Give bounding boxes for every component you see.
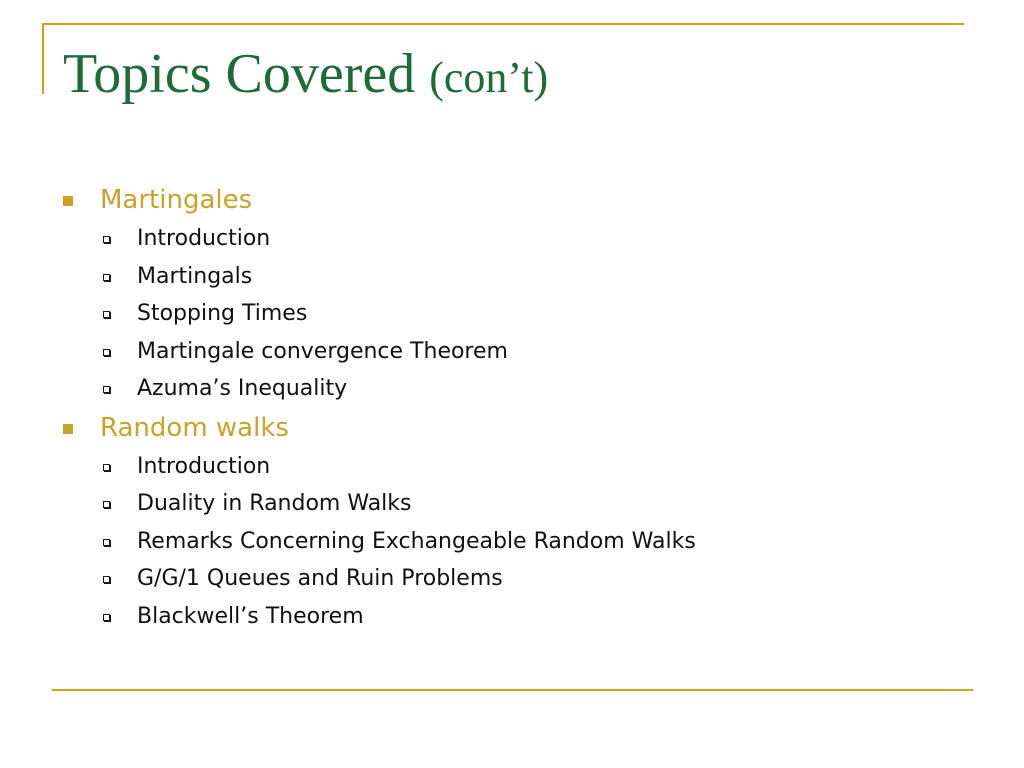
square-bullet-icon — [63, 424, 73, 434]
list-item-label: Introduction — [137, 453, 271, 479]
sub-list — [0, 449, 1024, 637]
list-item-label: Martingals — [137, 263, 253, 289]
slide-title-main: Topics Covered — [63, 43, 416, 105]
list-item — [0, 296, 1024, 334]
list-item — [0, 221, 1024, 259]
list-item-label: Introduction — [137, 226, 271, 251]
hollow-square-bullet-icon — [103, 539, 110, 546]
hollow-square-bullet-icon — [103, 349, 110, 356]
slide-title — [63, 42, 548, 110]
list-item-label: Azuma’s Inequality — [137, 376, 348, 401]
list-item — [0, 524, 1024, 562]
list-item-label: Stopping Times — [137, 301, 308, 326]
section-heading — [0, 181, 1024, 221]
section-heading — [0, 409, 1024, 449]
hollow-square-bullet-icon — [103, 501, 110, 508]
hollow-square-bullet-icon — [103, 311, 110, 318]
list-item — [0, 259, 1024, 297]
list-item — [0, 371, 1024, 409]
left-rule — [42, 23, 44, 94]
list-item — [0, 561, 1024, 599]
sub-list — [0, 221, 1024, 409]
top-rule — [42, 23, 964, 25]
list-item — [0, 334, 1024, 372]
section-label: Martingales — [100, 185, 253, 215]
hollow-square-bullet-icon — [103, 576, 110, 583]
list-item-label: Blackwell’s Theorem — [137, 603, 364, 629]
slide-title-suffix: (con’t) — [429, 53, 549, 102]
hollow-square-bullet-icon — [103, 386, 110, 393]
list-item-label: Martingale convergence Theorem — [137, 338, 508, 364]
list-item-label: G/G/1 Queues and Ruin Problems — [137, 566, 503, 591]
hollow-square-bullet-icon — [103, 274, 110, 281]
hollow-square-bullet-icon — [103, 464, 110, 471]
list-item — [0, 486, 1024, 524]
list-item-label: Duality in Random Walks — [137, 491, 412, 516]
section-label: Random walks — [100, 412, 289, 443]
slide-content — [0, 181, 1024, 636]
bottom-rule — [52, 689, 973, 691]
list-item-label: Remarks Concerning Exchangeable Random Walks — [137, 528, 696, 554]
list-item — [0, 599, 1024, 637]
list-item — [0, 449, 1024, 487]
section-martingales — [0, 181, 1024, 409]
hollow-square-bullet-icon — [103, 236, 110, 243]
square-bullet-icon — [63, 196, 73, 206]
hollow-square-bullet-icon — [103, 614, 110, 621]
section-random-walks — [0, 409, 1024, 637]
